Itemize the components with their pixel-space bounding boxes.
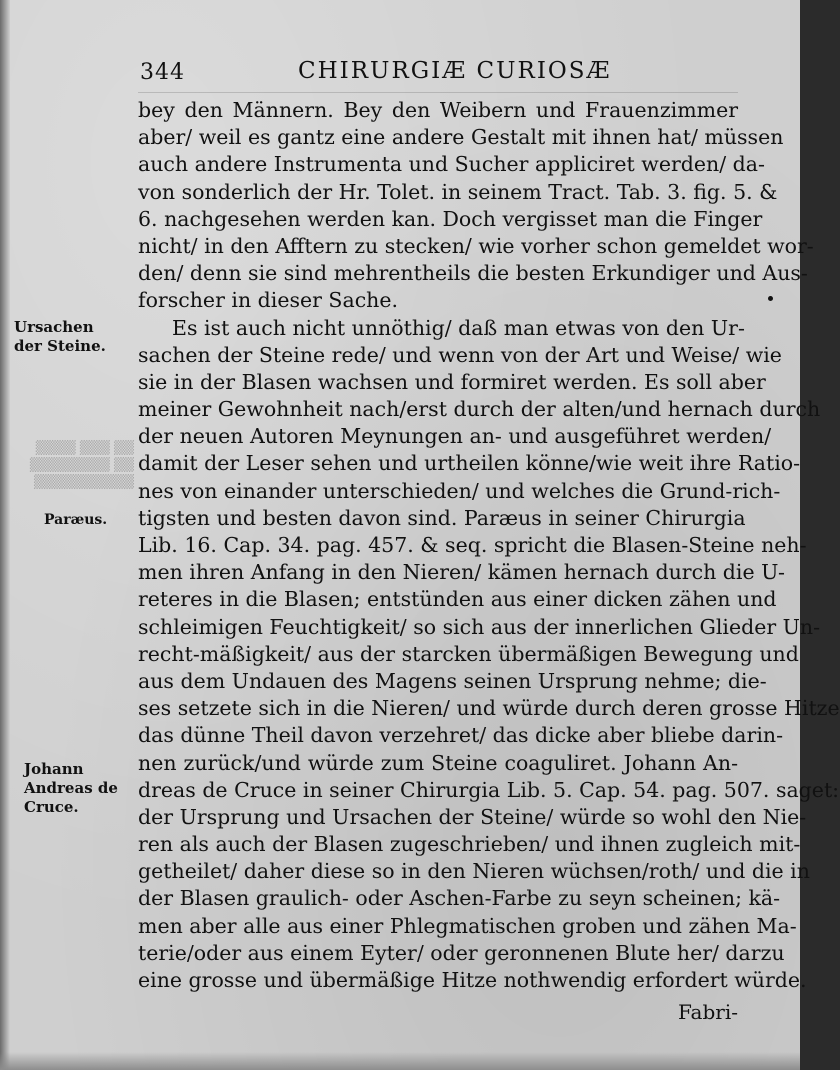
text-line: auch andere Instrumenta und Sucher appliciret werden/ da- bbox=[138, 152, 765, 177]
text-line: ses setzete sich in die Nieren/ und würde durch deren grosse Hitze bbox=[138, 696, 840, 721]
text-line: nicht/ in den Afftern zu stecken/ wie vorher schon gemeldet wor- bbox=[138, 233, 814, 258]
catchword: Fabri- bbox=[678, 1000, 738, 1024]
text-line: aus dem Undauen des Magens seinen Ursprung nehme; die- bbox=[138, 668, 767, 693]
text-line: terie/oder aus einem Eyter/ oder geronnenen Blute her/ darzu bbox=[138, 940, 785, 965]
page-number: 344 bbox=[140, 60, 185, 85]
text-line: Lib. 16. Cap. 34. pag. 457. & seq. spricht die Blasen-Steine neh- bbox=[138, 533, 807, 557]
text-line: dreas de Cruce in seiner Chirurgia Lib. 5. Cap. 54. pag. 507. saget: bbox=[138, 777, 840, 802]
text-line: der Blasen graulich- oder Aschen-Farbe zu seyn scheinen; kä- bbox=[138, 886, 781, 911]
text-line: aber/ weil es gantz eine andere Gestalt mit ihnen hat/ müssen bbox=[138, 125, 784, 150]
text-line: men ihren Anfang in den Nieren/ kämen hernach durch die U- bbox=[138, 560, 785, 585]
text-line: ren als auch der Blasen zugeschrieben/ und ihnen zugleich mit- bbox=[138, 832, 801, 857]
text-line: bey den Männern. Bey den Weibern und Frauenzimmer bbox=[138, 98, 738, 122]
text-line: men aber alle aus einer Phlegmatischen groben und zähen Ma- bbox=[138, 913, 797, 938]
text-line: schleimigen Feuchtigkeit/ so sich aus der innerlichen Glieder Un- bbox=[138, 614, 821, 639]
margin-note-ursachen: Ursachen der Steine. bbox=[14, 318, 106, 355]
text-line: das dünne Theil davon verzehret/ das dicke aber bliebe darin- bbox=[138, 723, 783, 748]
text-line: reteres in die Blasen; entstünden aus einer dicken zähen und bbox=[138, 587, 777, 612]
page-bottom-shadow bbox=[0, 1052, 800, 1070]
header-rule bbox=[138, 92, 738, 93]
running-head: CHIRURGIÆ CURIOSÆ bbox=[298, 58, 612, 84]
text-line: Es ist auch nicht unnöthig/ daß man etwas von den Ur- bbox=[172, 315, 745, 340]
text-line: forscher in dieser Sache. bbox=[138, 288, 399, 313]
bleed-through-text: ▒▒ ▒▒▒ ▒▒▒▒ ▒▒ ▒▒▒▒▒▒▒▒ ▒▒▒▒▒▒▒▒▒▒ bbox=[29, 441, 134, 490]
text-line: von sonderlich der Hr. Tolet. in seinem Tract. Tab. 3. fig. 5. & bbox=[138, 179, 778, 204]
margin-note-paraeus: Paræus. bbox=[44, 512, 108, 528]
text-line: nes von einander unterschieden/ und welches die Grund-rich- bbox=[138, 478, 781, 503]
text-line: 6. nachgesehen werden kan. Doch vergisset man die Finger bbox=[138, 206, 763, 231]
text-line: sie in der Blasen wachsen und formiret werden. Es soll aber bbox=[138, 369, 766, 394]
text-line: damit der Leser sehen und urtheilen könne/wie weit ihre Ratio- bbox=[138, 451, 801, 476]
text-line: meiner Gewohnheit nach/erst durch der alten/und hernach durch bbox=[138, 397, 821, 422]
text-line: der neuen Autoren Meynungen an- und ausgeführet werden/ bbox=[138, 424, 772, 449]
text-line: getheilet/ daher diese so in den Nieren wüchsen/roth/ und die in bbox=[138, 859, 810, 884]
text-line: tigsten und besten davon sind. Paræus in seiner Chirurgia bbox=[138, 505, 746, 530]
text-line: nen zurück/und würde zum Steine coaguliret. Johann An- bbox=[138, 750, 738, 775]
text-line: den/ denn sie sind mehrentheils die besten Erkundiger und Aus- bbox=[138, 261, 808, 286]
text-line: sachen der Steine rede/ und wenn von der Art und Weise/ wie bbox=[138, 342, 782, 367]
text-line: recht-mäßigkeit/ aus der starcken übermäßigen Bewegung und bbox=[138, 641, 799, 666]
ink-dot bbox=[768, 296, 773, 301]
body-text bbox=[138, 97, 840, 994]
text-line: der Ursprung und Ursachen der Steine/ würde so wohl den Nie- bbox=[138, 804, 807, 829]
margin-note-johann: Johann Andreas de Cruce. bbox=[24, 760, 118, 816]
text-line: eine grosse und übermäßige Hitze nothwendig erfordert würde. bbox=[138, 968, 807, 992]
page-edge-shadow bbox=[0, 0, 10, 1070]
